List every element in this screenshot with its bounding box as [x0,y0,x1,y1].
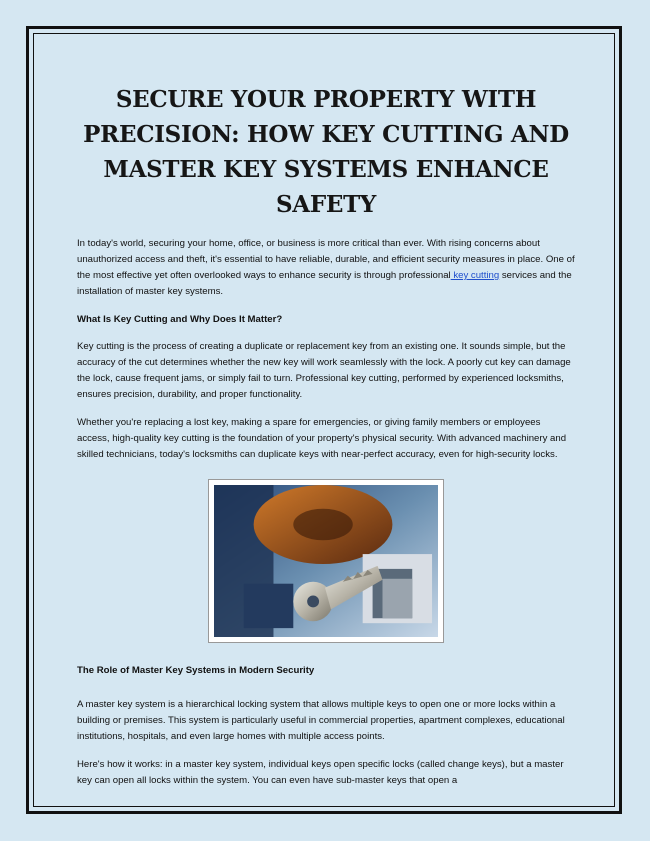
master-key-paragraph-2: Here's how it works: in a master key system, individual keys open specific locks (called change keys), but a master key can open all locks within the system. You can even have sub-master keys that open a [77,759,564,786]
section-heading-key-cutting: What Is Key Cutting and Why Does It Matter? [77,314,283,325]
section-heading-master-key: The Role of Master Key Systems in Modern Security [77,665,315,676]
key-cutting-link[interactable]: key cutting [450,270,500,281]
intro-paragraph [77,236,575,300]
key-cutting-image [208,479,444,643]
intro-text: In today's world, securing your home, office, or business is more critical than ever. With rising concerns about unauthorized access and theft, it's essential to have reliable, durable, and efficient security measures in place. One of the most effective yet often overlooked ways to enhance security is through professional [77,238,575,281]
page-title: SECURE YOUR PROPERTY WITH PRECISION: HOW KEY CUTTING AND MASTER KEY SYSTEMS ENHANCE SAFETY [83,86,569,218]
master-key-paragraph-1: A master key system is a hierarchical locking system that allows multiple keys to open one or more locks within a building or premises. This system is particularly useful in commercial properties, apartment complexes, educational institutions, hospitals, and even large homes with multiple access points. [77,699,565,742]
document-body [77,82,575,801]
key-cutting-paragraph-2: Whether you're replacing a lost key, making a spare for emergencies, or giving family members or employees access, high-quality key cutting is the foundation of your property's physical security. With advanced machinery and skilled technicians, today's locksmiths can duplicate keys with near-perfect accuracy, even for high-security locks. [77,417,567,460]
key-cutting-paragraph-1: Key cutting is the process of creating a duplicate or replacement key from an existing one. It sounds simple, but the accuracy of the cut determines whether the new key will work seamlessly with the lock. A poorly cut key can damage the lock, cause frequent jams, or simply fail to turn. Professional key cutting, performed by experienced locksmiths, ensures precision, durability, and proper functionality. [77,341,571,400]
intro-text-end: services and the installation of master key systems. [77,270,572,297]
key-cutting-machine-photo-icon [214,485,438,637]
